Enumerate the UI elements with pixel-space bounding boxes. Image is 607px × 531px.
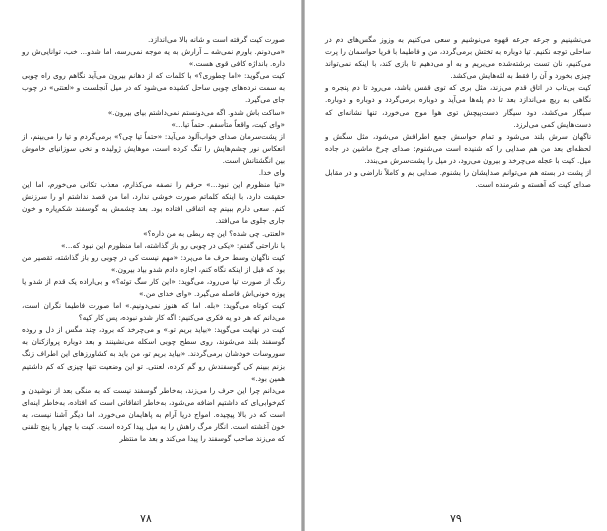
- paragraph: «لعنتی. چی شده؟ این چه ربطی به من داره؟»: [143, 228, 285, 238]
- paragraph: ناگهان سرش بلند می‌شود و تمام حواسش جمع اطرافش می‌شود، مثل سگش و لحظه‌ای بعد من هم صدایی را که شنیده است می‌شنوم: صدای چرخ ماشین در جاده میل. کیت با عجله می‌چرخد و بیرون می‌رود، در میل را پشت‌سرش می‌بندد.: [325, 131, 591, 165]
- paragraph: با ناراحتی گفتم: «یکی در چوبی رو باز گذاشته، اما منظورم این نبود که...»: [61, 240, 285, 250]
- paragraph: «وای کیت، واقعاً متأسفم. حتماً تیا...»: [171, 119, 285, 129]
- paragraph: از پشت‌سرمان صدای خواب‌آلود می‌آید: «حتماً تیا چی؟» برمی‌گردم و تیا را می‌بینم، از انعکاس نور چشم‌هایش را تنگ کرده است، موهایش ژولیده و نخی سوزانیای خاموش بین انگشتانش است.: [22, 131, 285, 165]
- paragraph: «تیا منظورم این نبود...» حرفم را نصفه می‌کذارم، معذب تکانی می‌خورم، اما این حقیقت دارد، با اینکه کلماتم صورت خوشی ندارد، اما من قصد نداشتم او را سرزنش کنم. سعی دارم ببینم چه اتفاقی افتاده بود. بعد چشمش به گوسفند شکم‌پاره و خون جاری جلوی ما می‌افتد.: [22, 180, 285, 226]
- left-page: [0, 0, 301, 531]
- paragraph: «می‌دونم. باورم نمی‌شه ــ آرارش به یه موجه نمی‌رسه، اما شدو... خب، توانایی‌ش رو داره. بانداژه کافی قوی هست.»: [22, 47, 285, 69]
- paragraph: از پشت در بسته هم می‌توانم صدایشان را بشنوم. صدایی بم و کاملاً ناراضی و در مقابل صدای کیت که آهسته و شرمنده است.: [325, 168, 591, 190]
- left-page-text: [22, 34, 285, 445]
- paragraph: کیت در نهایت می‌گوید: «بیاید بریم تو.» و می‌چرخد که برود، چند مگس از دل و روده گوسفند بلند می‌شوند، روی سطح چوبی اسکله می‌نشینند و بعد دوباره پروازکنان به سوروسات خودشان برمی‌گردند. «بیاید بریم تو، من باید به کشاورزهای این اطراف زنگ بزنم ببینم کی گوسفندش رو گم کرده، لعنتی. تو این وضعیت تنها چیزی که کم داشتیم همین بود.»: [22, 325, 285, 383]
- paragraph: می‌نشینیم و جرعه جرعه قهوه می‌نوشیم و سعی می‌کنیم به وزوز مگس‌های دم در ساحلی توجه نکنیم. تیا دوباره به تختش برمی‌گردد، من و فاطیما با فریا حواسمان را پرت می‌کنیم، نان تست برشته‌شده می‌بریم و به او می‌دهیم تا بازی کند، با اینکه نمی‌تواند چیزی بخورد و آن را فقط به لثه‌هایش می‌کشد.: [325, 35, 591, 81]
- paragraph: کیت ناگهان وسط حرف ما می‌پرد: «مهم نیست کی در چوبی رو باز گذاشته، تقصیر من بود که قبل از اینکه نگاه کنم، اجازه دادم شدو بیاد بیرون.»: [22, 252, 285, 274]
- page-number: ۷۹: [450, 512, 462, 525]
- paragraph: صورت کیت گرفته است و شانه بالا می‌اندازد.: [147, 35, 285, 44]
- right-page: [305, 0, 607, 531]
- paragraph: «ساکت باش شدو. اگه می‌دونستم نمی‌داشتم بیای بیرون.»: [107, 107, 285, 117]
- paragraph: کیت کوتاه می‌گوید: «بله. اما که هنوز نمی‌دونیم.» اما صورت فاطیما نگران است، می‌دانم که هر دو یه فکری می‌کنیم: اگه کار شدو نبوده، پس کار کیه؟: [22, 301, 285, 323]
- paragraph: کیت بی‌تاب در اتاق قدم می‌زند، مثل بری که توی قفس باشد، می‌رود تا دم پنجره و نگاهی به ریچ می‌اندازد بعد تا دم پله‌ها می‌آید و دوباره برمی‌گردد و دوباره و دوباره. سیگار می‌کشد، دود سیگار دست‌پیچش توی هوا موج می‌خورد، تنها نشانه‌ای که دست‌هایش کمی می‌لرزد.: [325, 83, 591, 129]
- right-page-text: [325, 34, 591, 191]
- paragraph: رنگ از صورت تیا می‌رود، می‌گوید: «این کار سگ توئه؟» و بی‌اراده یک قدم از شدو یا پوزه خونی‌اش فاصله می‌گیرد. «وای خدای من.»: [22, 276, 285, 298]
- page-number: ۷۸: [140, 512, 152, 525]
- paragraph: کیت می‌گوید: «اما چطوری؟» با کلمات که از دهانم بیرون می‌آید نگاهم روی راه چوبی به سمت نرده‌های چوبی ساحل کشیده می‌شود که در میل آنجلست و «لعنتی» در چوب جای می‌گیرد.: [22, 71, 285, 105]
- paragraph: وای خدا.: [258, 168, 285, 178]
- paragraph: می‌دانم چرا این حرف را می‌زند، به‌خاطر گوسفند نیست که به منگی بعد از نوشیدن و کم‌خوابی‌ای که داشتیم اضافه می‌شود، به‌خاطر اتفاقاتی است که افتاده، به‌خاطر اینه‌ای است که در بالا پیچیده. امواج دریا آرام به پاهایمان می‌خورد، اما دیگر آشنا نیست، به خون آغشته است. انگار مرگ راهش را به میل پیدا کرده است. کیت با چهار یا پنج تلفنی که می‌زند صاحب گوسفند را پیدا می‌کند و بعد ما منتظر: [22, 385, 285, 444]
